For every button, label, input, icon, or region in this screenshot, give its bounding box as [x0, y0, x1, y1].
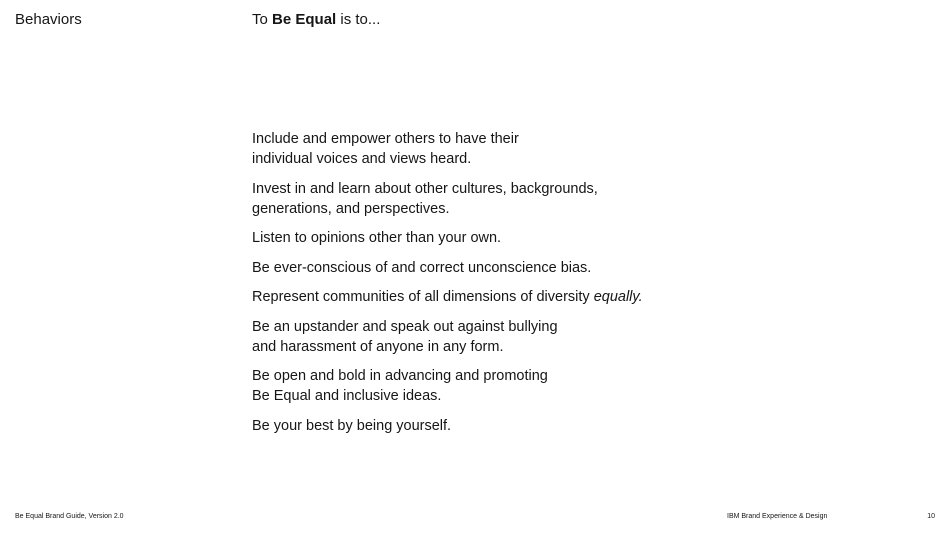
behavior-line: Be your best by being yourself. — [252, 417, 452, 434]
behavior-item — [252, 287, 812, 307]
behavior-line: Listen to opinions other than your own. — [252, 230, 502, 246]
behavior-line: Include and empower others to have their — [252, 131, 519, 147]
heading-suffix: is to... — [336, 11, 381, 28]
behavior-item — [252, 317, 812, 357]
section-label: Behaviors — [15, 11, 82, 28]
behavior-line: Be Equal and inclusive ideas. — [252, 388, 442, 404]
behavior-line: and harassment of anyone in any form. — [252, 338, 504, 355]
behavior-item — [252, 129, 812, 169]
behavior-line: Be ever-conscious of and correct unconscience bias. — [252, 259, 592, 276]
heading-prefix: To — [252, 11, 273, 28]
behavior-line: Be open and bold in advancing and promoting — [252, 368, 548, 384]
page-number: 10 — [927, 513, 935, 520]
behavior-line: Invest in and learn about other cultures, backgrounds, — [252, 180, 598, 197]
behavior-line: individual voices and views heard. — [252, 151, 472, 167]
behavior-line: Represent communities of all dimensions of diversity — [252, 289, 594, 305]
behavior-item — [252, 228, 812, 248]
behavior-italic: equally. — [593, 289, 643, 305]
behavior-item — [252, 258, 812, 278]
behavior-line: Be an upstander and speak out against bullying — [252, 318, 558, 335]
footer-department: IBM Brand Experience & Design — [727, 513, 828, 520]
behavior-list — [252, 129, 812, 445]
behavior-item — [252, 366, 812, 406]
behavior-item — [252, 179, 812, 219]
heading-emphasis: Be Equal — [272, 11, 337, 28]
page-heading — [252, 11, 380, 29]
behavior-line: generations, and perspectives. — [252, 200, 450, 217]
behavior-item — [252, 416, 812, 436]
footer-document-title: Be Equal Brand Guide, Version 2.0 — [15, 513, 124, 520]
